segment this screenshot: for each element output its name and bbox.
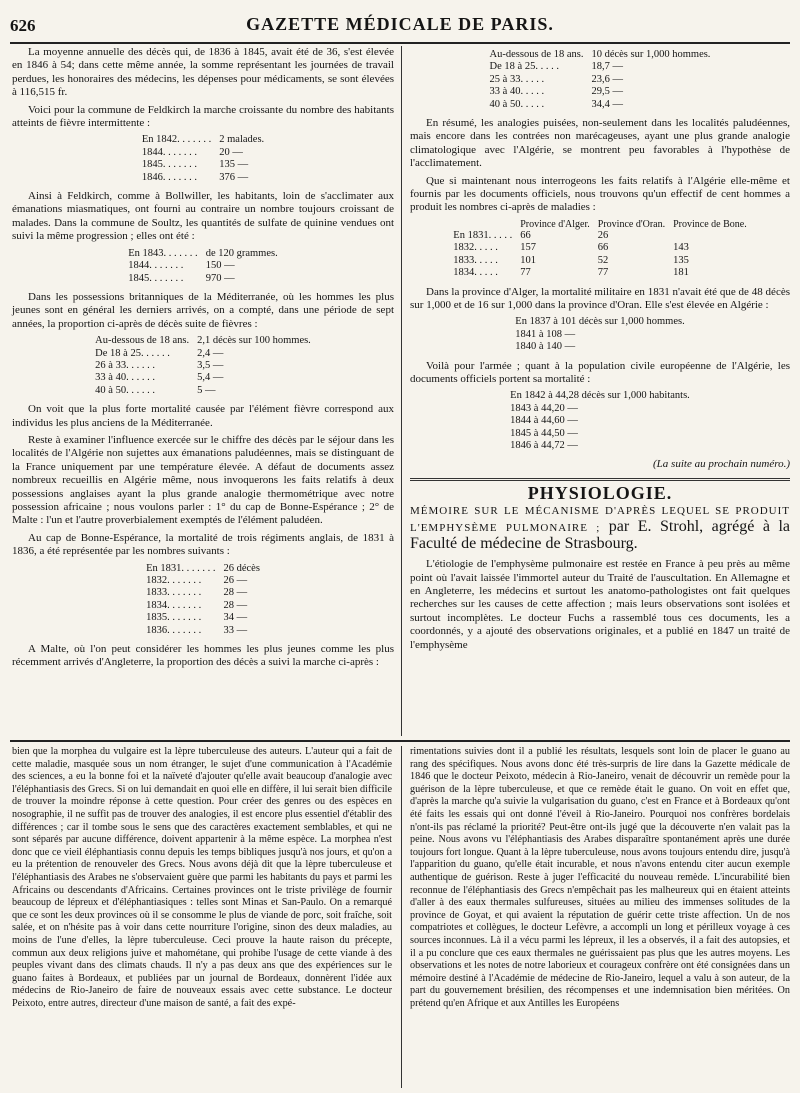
table-row bbox=[486, 61, 715, 73]
paragraph: L'étiologie de l'emphysème pulmonaire est restée en France à peu près au même point où l'avait laissée l'immortel auteur du Traité de l'auscultation. En Allemagne et en Angleterre, les médecins et surtout les anatomo-pathologistes ont fait quelques recherches sur les causes de cette affection ; mais leurs observations sont isolées et surtout incomplètes. Le docteur Fuchs a rassemblé tous ces documents, les a coordonnés, y a ajouté des observations originales, et a publié en 1847 un traité de l'emphysème bbox=[410, 558, 790, 651]
table-cell: 28 — bbox=[223, 599, 248, 611]
table-row bbox=[506, 403, 694, 415]
table-cell: 25 à 33. . . . . bbox=[489, 73, 545, 85]
table-row bbox=[486, 49, 715, 61]
page-divider bbox=[10, 740, 790, 742]
table-cell: 376 — bbox=[219, 171, 249, 183]
table-row bbox=[138, 147, 268, 159]
table-cell: 1843 à 44,20 — bbox=[510, 402, 578, 414]
malta-deaths-table bbox=[486, 49, 715, 111]
table-cell: 181 bbox=[673, 267, 689, 279]
paragraph: Que si maintenant nous interrogeons les faits relatifs à l'Algérie elle-même et fournis par les documents officiels, nous trouvons qu'un effectif de cent hommes a produit les nombres ci-après de maladies : bbox=[410, 174, 790, 214]
table-cell: Au-dessous de 18 ans. bbox=[95, 335, 190, 347]
table-row bbox=[486, 74, 715, 86]
table-cell: 34,4 — bbox=[591, 98, 623, 110]
article-author: par E. Strohl, agrégé à la Faculté de médecine de Strasbourg. bbox=[410, 518, 790, 553]
table-cell: 1835. . . . . . . bbox=[146, 612, 202, 624]
table-cell: 26 décès bbox=[223, 562, 260, 574]
table-row bbox=[511, 329, 688, 341]
algeria-illness-table bbox=[449, 219, 750, 280]
table-cell: 1832. . . . . . . bbox=[146, 575, 202, 587]
table-row bbox=[142, 600, 264, 612]
table-cell: 1832. . . . . bbox=[453, 242, 498, 254]
table-cell: 5 — bbox=[197, 384, 216, 396]
table-cell: 1845 à 44,50 — bbox=[510, 427, 578, 439]
table-row bbox=[506, 415, 694, 427]
column-divider bbox=[401, 46, 402, 736]
table-row bbox=[124, 273, 281, 285]
table-cell: 135 — bbox=[219, 159, 249, 171]
paragraph: Reste à examiner l'influence exercée sur le chiffre des décès par le séjour dans les localités de l'Algérie non sujettes aux émanations paludéennes, mais se distinguant de la France uniquement par une température élevée. A défaut de documents assez nombreux recueillis en Algérie même, nous invoquerons les faits relatifs à deux possessions anglaises ayant la plus grande analogie thermométrique avec notre possession africaine ; nous voulons parler : 1° du cap de Bonne-Espérance ; 2° de Malte : l'un et l'autre proverbialement exemptés de l'élément paludéen. bbox=[12, 433, 394, 527]
paragraph: Voici pour la commune de Feldkirch la marche croissante du nombre des habitants atteints de fièvre intermittente : bbox=[12, 103, 394, 130]
paragraph: A Malte, où l'on peut considérer les hommes les plus jeunes comme les plus récemment arrivés d'Angleterre, la proportion des décès a suivi la marche ci-après : bbox=[12, 643, 394, 669]
table-cell: 135 bbox=[673, 254, 689, 266]
table-row bbox=[91, 348, 315, 360]
table-cell: 29,5 — bbox=[591, 86, 623, 98]
section-divider bbox=[410, 478, 790, 481]
paragraph: Ainsi à Feldkirch, comme à Bollwiller, les habitants, loin de s'acclimater aux émanations miasmatiques, ont fourni au contraire un nombre toujours croissant de malades. Dans la commune de Soultz, les quantités de sulfate de quinine vendues ont suivi la même progression ; elles ont été : bbox=[12, 190, 394, 243]
column-header: Province d'Alger. bbox=[520, 218, 590, 230]
table-row bbox=[449, 255, 750, 267]
table-row bbox=[486, 99, 715, 111]
table-row bbox=[124, 248, 281, 260]
table-cell: 23,6 — bbox=[591, 73, 623, 85]
algeria-civil-mortality-table bbox=[506, 390, 694, 452]
table-cell: 1844. . . . . . . bbox=[141, 146, 197, 158]
table-header-row bbox=[449, 219, 750, 230]
paragraph: En résumé, les analogies puisées, non-seulement dans les localités paludéennes, mais encore dans les contrées non marécageuses, ayant une plus grande analogie climatologique avec l'Algérie, se montrent peu favorables à l'hypothèse de l'acclimatement. bbox=[410, 117, 790, 170]
left-column bbox=[12, 46, 394, 674]
table-row bbox=[142, 575, 264, 587]
table-cell: 150 — bbox=[205, 260, 235, 272]
column-divider bbox=[401, 746, 402, 1088]
table-cell: En 1831. . . . . bbox=[453, 229, 513, 241]
cape-deaths-table bbox=[142, 563, 264, 637]
table-row bbox=[511, 341, 688, 353]
paragraph: Dans les possessions britanniques de la Méditerranée, où les hommes les plus jeunes sont en général les derniers arrivés, on a compté, dans une période de sept années, la proportion ci-après de décès suite de fièvres : bbox=[12, 290, 394, 330]
table-cell: de 120 grammes. bbox=[205, 247, 278, 259]
column-header: Province d'Oran. bbox=[597, 218, 666, 230]
table-cell: En 1843. . . . . . . bbox=[128, 247, 198, 259]
table-cell: 5,4 — bbox=[197, 372, 224, 384]
table-cell: 20 — bbox=[219, 146, 243, 158]
table-row bbox=[142, 625, 264, 637]
table-cell: 1836. . . . . . . bbox=[146, 624, 202, 636]
table-cell: En 1842. . . . . . . bbox=[141, 134, 212, 146]
table-cell: 2,4 — bbox=[197, 347, 224, 359]
table-row bbox=[486, 86, 715, 98]
table-cell: De 18 à 25. . . . . bbox=[489, 61, 559, 73]
table-cell: En 1842 à 44,28 décès sur 1,000 habitants. bbox=[510, 390, 690, 402]
right-column bbox=[410, 46, 790, 656]
table-cell: 33 — bbox=[223, 624, 248, 636]
table-row bbox=[142, 612, 264, 624]
table-cell: 2 malades. bbox=[219, 134, 265, 146]
table-cell: 1841 à 108 — bbox=[515, 328, 576, 340]
table-cell: 52 bbox=[597, 254, 609, 266]
paragraph: Dans la province d'Alger, la mortalité militaire en 1831 n'avait été que de 48 décès sur 1,000 et de 16 sur 1,000 dans la province d'Oran. Elle s'est élevée en Algérie : bbox=[410, 285, 790, 311]
paragraph: bien que la morphea du vulgaire est la lèpre tuberculeuse des auteurs. L'auteur qui a fait de cette maladie, masquée sous un nom étranger, le sujet d'une communication à l'Académie des sciences, a eu la bonne foi et la naïveté d'ajouter qu'elle avait beaucoup d'analogie avec l'éléphantiasis des Grecs. Si on lui demandait en quoi elle en diffère, il lui serait bien difficile de trouver la moindre réponse à cette question. Pour créer des genres ou des espèces en nosographie, il ne suffit pas de trouver des analogies, il est encore plus essentiel d'établir des différences ; car il tombe sous le sens que des caractères exactement semblables, et qui ne sont séparés par aucune différence, doivent appartenir à la même espèce. La morphea n'est donc que ce vieil éléphantiasis connu depuis les temps bibliques jusqu'à nos jours, et qu'on a eu la prétention de renouveler des Grecs. Nous avons déjà dit que la lèpre tuberculeuse et l'éléphantiasis des Arabes ne s'observaient guère que parmi les habitants du pays et parmi les Africains ou descendants d'Africains. Certaines provinces ont le triste privilège de fournir beaucoup de lépreux et d'éléphantiasiques : telles sont Minas et San-Paulo. On a remarqué que ce sont les deux provinces où il se consomme le plus de viande de porc, soit fraîche, soit salée, et on n'hésite pas à voir dans cette nourriture l'origine, sinon des deux maladies, au moins de l'une d'elles, la lèpre tuberculeuse. Ceci prouve la haute raison du précepte, commun aux deux religions juive et mahométane, qui prohibe l'usage de cette viande à des peuples vivant dans des climats chauds. Il n'y a pas deux ans que des expériences sur le guano faites à Bordeaux, et publiées par un journal de Bordeaux, donnèrent l'idée aux médecins de Rio-Janeiro de faire de nouveaux essais avec cette substance. Le docteur Peixoto, entre autres, directeur d'une maison de santé, a fait des expé- bbox=[12, 746, 392, 1009]
section-heading: PHYSIOLOGIE. bbox=[527, 482, 673, 503]
table-row bbox=[449, 242, 750, 254]
table-row bbox=[449, 267, 750, 279]
table-cell: En 1831. . . . . . . bbox=[146, 562, 216, 574]
article-title bbox=[410, 504, 790, 553]
table-row bbox=[138, 172, 268, 184]
paragraph: rimentations suivies dont il a publié les résultats, lesquels sont loin de placer le guano au rang des spécifiques. Nous avons donc été très-surpris de lire dans la Gazette médicale de 1846 que le docteur Peixoto, médecin à Rio-Janeiro, venait de découvrir un remède pour la guérison de la lèpre tuberculeuse, et que ce remède était le guano. On voit en effet que, d'après la marche qu'a suivie la vulgarisation du guano, c'est en France et à Bordeaux qu'ont été faits les essais qui ont donné l'éveil à Rio-Janeiro. Pourquoi nos confrères bordelais n'ont-ils pas réclamé la priorité? Peut-être ont-ils jugé que la découverte n'en valait pas la peine. Nous avons vu l'éléphantiasis des Arabes disparaître spontanément après une durée toujours fort longue. Quant à la lèpre tuberculeuse, nous avons toujours entendu dire, jusqu'à l'apparition du guano, qu'elle était incurable, et nous n'avons entendu citer aucun exemple authentique de guérison. Reste à juger l'efficacité du nouveau remède. L'incurabilité bien reconnue de l'éléphantiasis des Grecs n'empêchait pas les malheureux qui en étaient atteints d'aller à des eaux thermales sulfureuses, situées au milieu des immenses solitudes de la province de Goyat, et qui avaient la réputation de guérir cette triste affection. Un de nos compatriotes et collègues, le docteur Lefèvre, a accompli un long et périlleux voyage à ces sources inconnues. Là il a vécu parmi les lépreux, il les a observés, il a fait des autopsies, et il a pu conclure que ces eaux thermales ne guérissaient pas plus que les autres moyens. Les observations et les notes de notre laborieux et courageux confrère ont été consignées dans un mémoire destiné à l'Académie de médecine de Rio-Janeiro, lequel a valu à son auteur, de la part du gouvernement brésilien, des récompenses et une indemnisation bien méritées. On prétend qu'en Afrique et aux Antilles les Européens bbox=[410, 746, 790, 1009]
table-row bbox=[138, 159, 268, 171]
quinine-table bbox=[124, 248, 281, 285]
table-row bbox=[138, 134, 268, 146]
table-cell: De 18 à 25. . . . . . bbox=[95, 347, 170, 359]
table-row bbox=[449, 230, 750, 242]
table-cell: 1846 à 44,72 — bbox=[510, 439, 578, 451]
table-cell: 1834. . . . . bbox=[453, 267, 498, 279]
feuilleton-right bbox=[410, 746, 790, 1010]
table-cell: 1844 à 44,60 — bbox=[510, 415, 578, 427]
table-row bbox=[142, 563, 264, 575]
table-cell bbox=[669, 230, 751, 242]
table-cell: 18,7 — bbox=[591, 61, 623, 73]
table-cell: 26 — bbox=[223, 575, 248, 587]
table-cell: En 1837 à 101 décès sur 1,000 hommes. bbox=[515, 316, 685, 328]
table-cell: 1846. . . . . . . bbox=[141, 171, 197, 183]
table-cell: 1845. . . . . . . bbox=[141, 159, 197, 171]
table-cell: 101 bbox=[520, 254, 536, 266]
table-cell: 2,1 décès sur 100 hommes. bbox=[197, 335, 311, 347]
paragraph: Voilà pour l'armée ; quant à la population civile européenne de l'Algérie, les documents officiels portent sa mortalité : bbox=[410, 359, 790, 385]
algeria-military-mortality-table bbox=[511, 316, 688, 353]
table-cell: 33 à 40. . . . . bbox=[489, 86, 545, 98]
table-row bbox=[506, 440, 694, 452]
table-cell: 77 bbox=[520, 267, 531, 279]
page-header bbox=[10, 8, 790, 44]
table-cell: 1845. . . . . . . bbox=[128, 272, 184, 284]
table-cell: 1840 à 140 — bbox=[515, 341, 576, 353]
table-cell: 10 décès sur 1,000 hommes. bbox=[591, 49, 711, 60]
table-cell: 1844. . . . . . . bbox=[128, 260, 184, 272]
table-cell: 66 bbox=[597, 242, 609, 254]
continued-note: (La suite au prochain numéro.) bbox=[653, 458, 790, 471]
table-cell: 66 bbox=[520, 229, 531, 241]
paragraph: On voit que la plus forte mortalité causée par l'élément fièvre correspond aux individus les plus anciens de la Méditerranée. bbox=[12, 403, 394, 429]
table-row bbox=[91, 335, 315, 347]
feldkirch-fever-table bbox=[138, 134, 268, 184]
table-cell: 40 à 50. . . . . . bbox=[95, 384, 155, 396]
table-cell: 1833. . . . . bbox=[453, 254, 498, 266]
table-cell: 157 bbox=[520, 242, 536, 254]
paragraph: La moyenne annuelle des décès qui, de 1836 à 1845, avait été de 36, s'est élevée en 1846 à 54; dans cette même année, la somme représentant les journées de travail perdues, les honoraires des médecins, les dépenses pour médicaments, se sont élevées à 116,515 fr. bbox=[12, 46, 394, 99]
feuilleton-left bbox=[12, 746, 392, 1010]
table-cell: 143 bbox=[673, 242, 689, 254]
table-row bbox=[506, 428, 694, 440]
table-cell: 1834. . . . . . . bbox=[146, 599, 202, 611]
article-title-main: MÉMOIRE SUR LE MÉCANISME D'APRÈS LEQUEL SE PRODUIT L'EMPHYSÈME PULMONAIRE ; bbox=[410, 505, 790, 535]
table-cell: 970 — bbox=[205, 272, 235, 284]
table-row bbox=[91, 360, 315, 372]
table-cell: 3,5 — bbox=[197, 359, 224, 371]
paragraph: Au cap de Bonne-Espérance, la mortalité de trois régiments anglais, de 1831 à 1836, a été représentée par les nombres suivants : bbox=[12, 531, 394, 558]
journal-title: GAZETTE MÉDICALE DE PARIS. bbox=[246, 14, 554, 34]
table-row bbox=[91, 372, 315, 384]
table-cell: 26 bbox=[597, 229, 609, 241]
table-row bbox=[511, 316, 688, 328]
table-cell: 28 — bbox=[223, 587, 248, 599]
column-header: Province de Bone. bbox=[673, 218, 747, 230]
table-cell: 77 bbox=[597, 267, 609, 279]
table-cell: 34 — bbox=[223, 612, 248, 624]
table-row bbox=[91, 385, 315, 397]
table-cell: 26 à 33. . . . . . bbox=[95, 359, 155, 371]
mediterranean-deaths-table bbox=[91, 335, 315, 397]
table-cell: 40 à 50. . . . . bbox=[489, 98, 545, 110]
table-row bbox=[142, 587, 264, 599]
page-number: 626 bbox=[10, 16, 36, 35]
table-cell: 1833. . . . . . . bbox=[146, 587, 202, 599]
table-row bbox=[124, 260, 281, 272]
table-row bbox=[506, 390, 694, 402]
table-cell: Au-dessous de 18 ans. bbox=[489, 49, 584, 60]
table-cell: 33 à 40. . . . . . bbox=[95, 372, 155, 384]
